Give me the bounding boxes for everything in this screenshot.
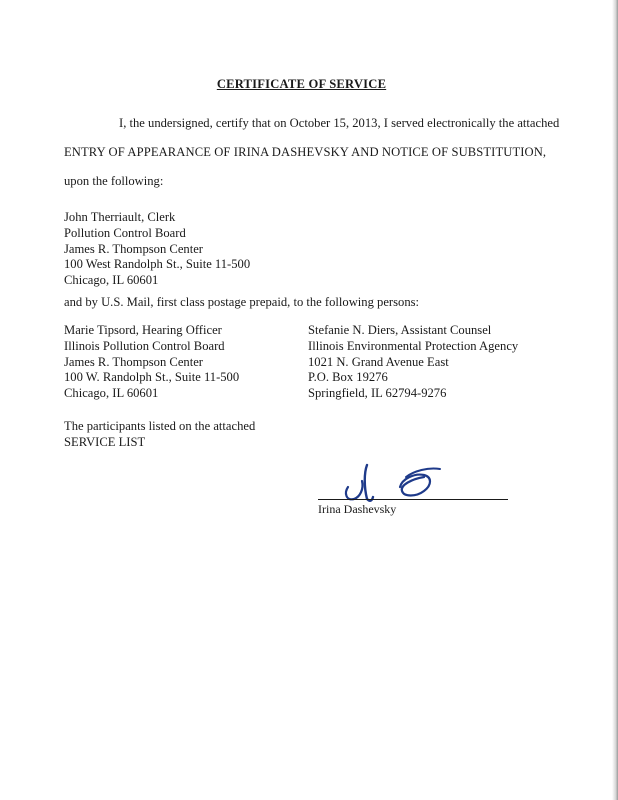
hearing-officer-address-block (64, 323, 239, 402)
address-line: Illinois Pollution Control Board (64, 338, 225, 353)
upon-following-text: upon the following: (64, 174, 164, 188)
address-line: 100 West Randolph St., Suite 11-500 (64, 257, 251, 272)
document-served: ENTRY OF APPEARANCE OF IRINA DASHEVSKY AND NOTICE OF SUBSTITUTION, (64, 145, 547, 159)
address-line: 1021 N. Grand Avenue East (308, 354, 449, 369)
address-line: John Therriault, Clerk (64, 210, 176, 224)
address-line: Marie Tipsord, Hearing Officer (64, 323, 222, 337)
address-line: 100 W. Randolph St., Suite 11-500 (64, 370, 240, 385)
signature-line (318, 499, 508, 500)
counsel-address-block (308, 323, 518, 402)
participants-note (64, 419, 255, 451)
address-line: Chicago, IL 60601 (64, 386, 159, 401)
certification-statement: I, the undersigned, certify that on October 15, 2013, I served electronically the attached (119, 116, 560, 130)
address-line: Stefanie N. Diers, Assistant Counsel (308, 323, 492, 337)
certificate-title: CERTIFICATE OF SERVICE (216, 77, 387, 91)
address-line: P.O. Box 19276 (308, 370, 388, 385)
handwritten-signature (340, 457, 450, 505)
address-line: James R. Thompson Center (64, 354, 203, 369)
participants-line: The participants listed on the attached (64, 419, 256, 433)
address-line: Chicago, IL 60601 (64, 273, 159, 288)
scan-edge-shadow (612, 0, 618, 800)
signer-name: Irina Dashevsky (318, 502, 397, 516)
clerk-address-block (64, 210, 250, 289)
address-line: Springfield, IL 62794-9276 (308, 386, 447, 401)
address-line: James R. Thompson Center (64, 241, 203, 256)
address-line: Pollution Control Board (64, 225, 186, 240)
mail-service-text: and by U.S. Mail, first class postage prepaid, to the following persons: (64, 295, 420, 309)
service-list-label: SERVICE LIST (64, 434, 146, 449)
address-line: Illinois Environmental Protection Agency (308, 338, 519, 353)
